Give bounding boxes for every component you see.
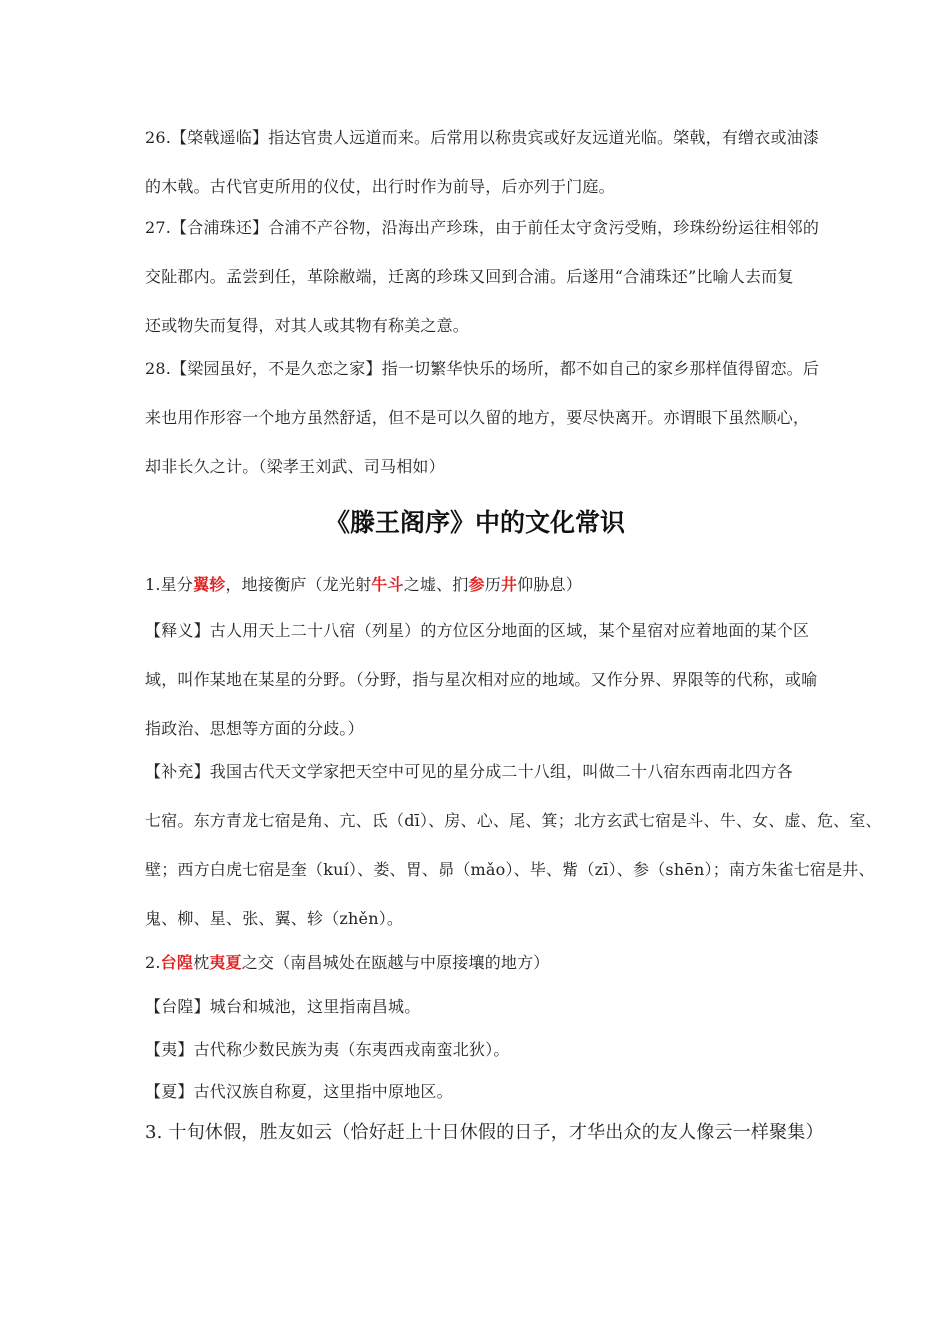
highlight-term: 井 xyxy=(500,575,518,594)
text-line: 七宿。东方青龙七宿是角、亢、氐（dī）、房、心、尾、箕；北方玄武七宿是斗、牛、女、虚、危、室、 xyxy=(145,811,882,830)
text-line: 域，叫作某地在某星的分野。（分野，指与星次相对应的地域。又作分界、界限等的代称，或喻 xyxy=(145,670,818,689)
highlight-term: 翼轸 xyxy=(193,575,226,594)
highlight-term: 台隍 xyxy=(160,953,194,972)
text-line: 交阯郡内。孟尝到任，革除敝端，迁离的珍珠又回到合浦。后遂用“合浦珠还”比喻人去而复 xyxy=(145,267,794,286)
text-line: 鬼、柳、星、张、翼、轸（zhěn）。 xyxy=(145,909,404,928)
item-1-text: 历 xyxy=(484,575,501,594)
text-line: 还或物失而复得，对其人或其物有称美之意。 xyxy=(145,316,470,335)
item-1-text: 1.星分 xyxy=(145,575,194,594)
item-2-text: 之交（南昌城处在瓯越与中原接壤的地方） xyxy=(241,953,550,972)
text-line: 28.【梁园虽好，不是久恋之家】指一切繁华快乐的场所，都不如自己的家乡那样值得留恋。后 xyxy=(145,359,820,378)
text-line: 26.【棨戟遥临】指达官贵人远道而来。后常用以称贵宾或好友远道光临。棨戟，有缯衣或油漆 xyxy=(145,128,820,147)
item-1-text: 之墟、扪 xyxy=(403,575,469,594)
text-line: 【台隍】城台和城池，这里指南昌城。 xyxy=(145,997,421,1016)
highlight-term: 夷夏 xyxy=(209,953,242,972)
item-2-text: 2. xyxy=(145,953,161,972)
text-line: 的木戟。古代官吏所用的仪仗，出行时作为前导，后亦列于门庭。 xyxy=(145,177,615,196)
text-line: 【夷】古代称少数民族为夷（东夷西戎南蛮北狄）。 xyxy=(145,1040,510,1059)
text-line: 来也用作形容一个地方虽然舒适，但不是可以久留的地方，要尽快离开。亦谓眼下虽然顺心， xyxy=(145,408,810,427)
item-2-heading xyxy=(145,951,815,975)
text-line: 却非长久之计。（梁孝王刘武、司马相如） xyxy=(145,457,445,476)
highlight-term: 参 xyxy=(468,575,485,594)
item-1-heading xyxy=(145,573,815,597)
text-line: 指政治、思想等方面的分歧。） xyxy=(145,719,364,738)
text-line: 【释义】古人用天上二十八宿（列星）的方位区分地面的区域，某个星宿对应着地面的某个区 xyxy=(145,621,810,640)
text-line: 【补充】我国古代天文学家把天空中可见的星分成二十八组，叫做二十八宿东西南北四方各 xyxy=(145,762,794,781)
highlight-term: 牛斗 xyxy=(371,575,404,594)
item-1-text: ，地接衡庐（龙光射 xyxy=(225,575,372,594)
item-1-text: 仰胁息） xyxy=(517,575,582,594)
text-line: 壁；西方白虎七宿是奎（kuí）、娄、胃、昴（mǎo）、毕、觜（zī）、参（shēn）；南方朱雀七宿是井、 xyxy=(145,860,875,879)
section-title: 《滕王阁序》中的文化常识 xyxy=(324,508,625,537)
item-2-text: 枕 xyxy=(193,953,210,972)
text-line: 27.【合浦珠还】合浦不产谷物，沿海出产珍珠，由于前任太守贪污受贿，珍珠纷纷运往相邻的 xyxy=(145,218,820,237)
item-3-heading: 3. 十旬休假，胜友如云（恰好赶上十日休假的日子，才华出众的友人像云一样聚集） xyxy=(145,1122,824,1143)
text-line: 【夏】古代汉族自称夏，这里指中原地区。 xyxy=(145,1082,453,1101)
